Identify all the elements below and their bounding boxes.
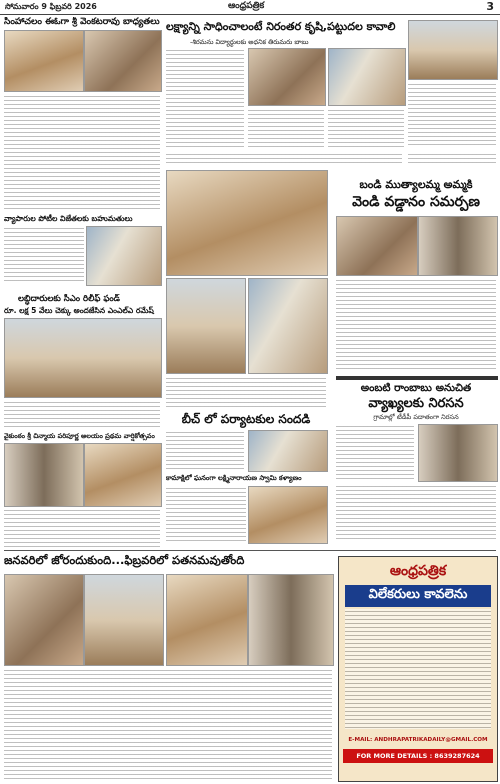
photo-bandi-main <box>166 170 328 276</box>
article-body-lakshyam-4 <box>166 152 402 166</box>
ad-contact: FOR MORE DETAILS : 8639287624 <box>343 749 493 763</box>
page-number: 3 <box>486 0 494 13</box>
article-body-ambati <box>336 424 414 480</box>
photo-lakshyam <box>248 48 326 106</box>
headline-vaikuntha: వైకుంఠం శ్రీ చిన్మాయ పరిపూర్ణ అలయం ప్రథమ వార్షికోత్సవం <box>4 432 155 440</box>
headline-lakshyam: లక్ష్యాన్ని సాధించాలంటే నిరంతర కృషి,పట్టుదల కావాలి <box>166 20 396 33</box>
photo-beach-top-1 <box>166 278 246 374</box>
article-body-kamakshi <box>166 486 246 542</box>
ad-email: E-MAIL: ANDHRAPATRIKADAILY@GMAIL.COM <box>348 737 488 743</box>
headline-simhachalam: సింహాచలం ఈఓగా శ్రీ వెంకటరావు బాధ్యతలు <box>4 17 160 27</box>
photo-bandi-2 <box>336 216 418 276</box>
photo-lakshyam-2 <box>328 48 406 106</box>
subhead-ambati: గ్రామాల్లో టీడీపీ పదాతంగా నిరసన <box>373 413 459 421</box>
article-body-ambati-2 <box>336 484 496 542</box>
headline-ambati-2: వ్యాఖ్యలకు నిరసన <box>368 396 464 411</box>
photo-beach <box>248 430 328 472</box>
photo-bandi-3 <box>418 216 498 276</box>
masthead: ఆంధ్రపత్రిక <box>228 1 265 11</box>
photo-janavani-4 <box>248 574 334 666</box>
article-body-right-top <box>408 82 496 148</box>
headline-bandi-2: వెండి వడ్డానం సమర్పణ <box>352 194 480 210</box>
article-body-bandi <box>336 278 496 372</box>
page-header <box>0 0 500 15</box>
issue-date: సోమవారం 9 ఫిబ్రవరి 2026 <box>5 2 97 11</box>
ad-reporters-wanted <box>338 556 498 782</box>
headline-beach: బీచ్ లో పర్యాటకుల సందడి <box>181 412 311 426</box>
photo-janavani-2 <box>84 574 164 666</box>
headline-ambati-1: అంబటి రాంబాబు అనుచిత <box>360 382 472 394</box>
divider-ambati <box>336 376 498 380</box>
photo-kamakshi <box>248 486 328 544</box>
ad-body <box>345 609 491 729</box>
article-body-janavani <box>4 668 332 780</box>
photo-janavani-3 <box>166 574 248 666</box>
subhead-cmrf: రూ. లక్ష 5 వేలు చెక్కు అందజేసిన ఎంఎల్ఎ రమేష్ <box>4 306 154 315</box>
photo-vyaparula <box>86 226 162 286</box>
headline-vyaparula: వ్యాపారుల పోటీల విజేతలకు బహుమతులు <box>4 214 133 223</box>
article-body-lakshyam-2 <box>248 108 324 150</box>
photo-simhachalam-2 <box>84 30 162 92</box>
article-body-lakshyam-1 <box>166 48 244 150</box>
photo-beach-top-2 <box>248 278 328 374</box>
headline-kamakshi: కామాక్షిలో ఘనంగా లక్ష్మినారాయణ స్వామి కళ్యాణం <box>166 474 302 482</box>
photo-simhachalam-1 <box>4 30 84 92</box>
photo-right-top <box>408 20 498 80</box>
headline-janavani: జనవరిలో జోరందుకుంది...ఫిబ్రవరిలో పతనమవుతోంది <box>4 553 245 567</box>
photo-janavani-1 <box>4 574 84 666</box>
subhead-lakshyam: -శిరమను విద్యార్థులకు అధనిక తిరుమరు బాబు <box>190 38 309 46</box>
article-body-lakshyam-3 <box>328 108 404 150</box>
article-body-vaikuntha <box>4 508 160 548</box>
article-body-cmrf <box>4 400 160 430</box>
photo-ambati <box>418 424 498 482</box>
article-body-simhachalam <box>4 94 160 212</box>
photo-vaikuntha-1 <box>4 443 84 507</box>
ad-title: విలేకరులు కావలెను <box>345 585 491 607</box>
article-body-right-top-2 <box>408 152 496 166</box>
article-body-beach <box>166 430 244 470</box>
divider-janavani <box>4 550 496 551</box>
photo-cmrf <box>4 318 162 398</box>
headline-cmrf: లబ్ధిదారులకు సీఎం రిలీఫ్ ఫండ్ <box>18 294 120 304</box>
article-body-beach-intro <box>166 376 326 410</box>
headline-bandi-1: బండి ముత్యాలమ్మ అమ్మకి <box>359 178 473 191</box>
ad-brand: ఆంధ్రపత్రిక <box>389 563 447 579</box>
photo-vaikuntha-2 <box>84 443 162 507</box>
article-body-vyaparula <box>4 226 84 284</box>
